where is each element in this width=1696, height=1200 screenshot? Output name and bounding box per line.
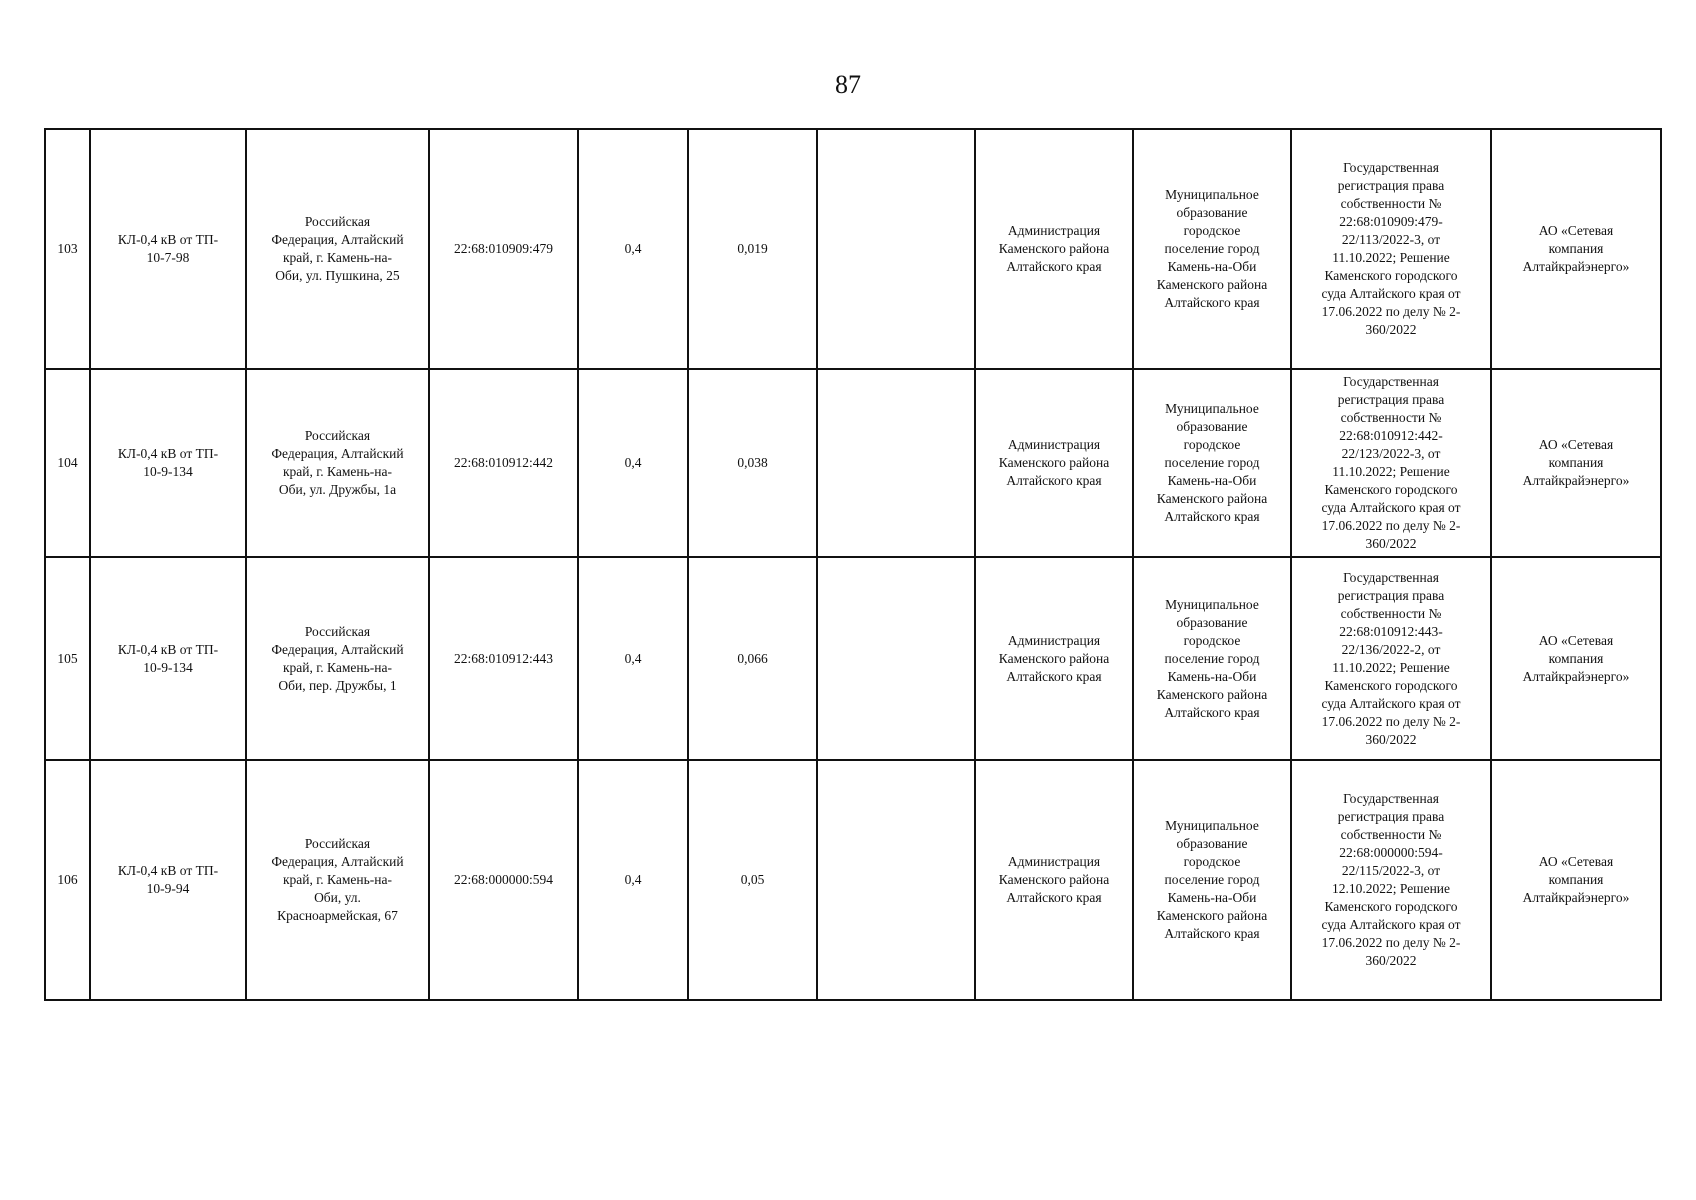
cadastral-number-cell: 22:68:010909:479	[429, 129, 578, 369]
address-cell: Российская Федерация, Алтайский край, г. Камень-на- Оби, ул. Дружбы, 1а	[246, 369, 429, 557]
voltage-cell: 0,4	[578, 557, 688, 760]
table-row	[45, 760, 1661, 1000]
length-cell: 0,066	[688, 557, 817, 760]
owner-cell: Муниципальное образование городское поселение город Камень-на-Оби Каменского района Алтайского края	[1133, 557, 1291, 760]
empty-cell	[817, 369, 975, 557]
length-cell: 0,019	[688, 129, 817, 369]
voltage-cell: 0,4	[578, 760, 688, 1000]
administration-cell: Администрация Каменского района Алтайского края	[975, 557, 1133, 760]
page-number: 87	[835, 70, 861, 99]
operator-cell: АО «Сетевая компания Алтайкрайэнерго»	[1491, 557, 1661, 760]
registration-cell: Государственная регистрация права собственности № 22:68:010912:443- 22/136/2022-2, от 11.10.2022; Решение Каменского городского суда Алтайского края от 17.06.2022 по делу № 2- 360/2022	[1291, 557, 1491, 760]
row-number-cell: 106	[45, 760, 90, 1000]
owner-cell: Муниципальное образование городское поселение город Камень-на-Оби Каменского района Алтайского края	[1133, 129, 1291, 369]
administration-cell: Администрация Каменского района Алтайского края	[975, 129, 1133, 369]
cadastral-number-cell: 22:68:000000:594	[429, 760, 578, 1000]
property-registry-table	[44, 128, 1662, 1001]
registration-cell: Государственная регистрация права собственности № 22:68:000000:594- 22/115/2022-3, от 12.10.2022; Решение Каменского городского суда Алтайского края от 17.06.2022 по делу № 2- 360/2022	[1291, 760, 1491, 1000]
length-cell: 0,05	[688, 760, 817, 1000]
empty-cell	[817, 129, 975, 369]
object-name-cell: КЛ-0,4 кВ от ТП- 10-9-134	[90, 369, 246, 557]
operator-cell: АО «Сетевая компания Алтайкрайэнерго»	[1491, 129, 1661, 369]
voltage-cell: 0,4	[578, 129, 688, 369]
row-number-cell: 104	[45, 369, 90, 557]
owner-cell: Муниципальное образование городское поселение город Камень-на-Оби Каменского района Алтайского края	[1133, 760, 1291, 1000]
table-row	[45, 557, 1661, 760]
table-row	[45, 129, 1661, 369]
object-name-cell: КЛ-0,4 кВ от ТП- 10-9-134	[90, 557, 246, 760]
object-name-cell: КЛ-0,4 кВ от ТП- 10-9-94	[90, 760, 246, 1000]
object-name-cell: КЛ-0,4 кВ от ТП- 10-7-98	[90, 129, 246, 369]
operator-cell: АО «Сетевая компания Алтайкрайэнерго»	[1491, 760, 1661, 1000]
length-cell: 0,038	[688, 369, 817, 557]
address-cell: Российская Федерация, Алтайский край, г. Камень-на- Оби, ул. Красноармейская, 67	[246, 760, 429, 1000]
row-number-cell: 105	[45, 557, 90, 760]
operator-cell: АО «Сетевая компания Алтайкрайэнерго»	[1491, 369, 1661, 557]
address-cell: Российская Федерация, Алтайский край, г. Камень-на- Оби, пер. Дружбы, 1	[246, 557, 429, 760]
administration-cell: Администрация Каменского района Алтайского края	[975, 760, 1133, 1000]
voltage-cell: 0,4	[578, 369, 688, 557]
administration-cell: Администрация Каменского района Алтайского края	[975, 369, 1133, 557]
cadastral-number-cell: 22:68:010912:443	[429, 557, 578, 760]
row-number-cell: 103	[45, 129, 90, 369]
registration-cell: Государственная регистрация права собственности № 22:68:010912:442- 22/123/2022-3, от 11.10.2022; Решение Каменского городского суда Алтайского края от 17.06.2022 по делу № 2- 360/2022	[1291, 369, 1491, 557]
table-row	[45, 369, 1661, 557]
registration-cell: Государственная регистрация права собственности № 22:68:010909:479- 22/113/2022-3, от 11.10.2022; Решение Каменского городского суда Алтайского края от 17.06.2022 по делу № 2- 360/2022	[1291, 129, 1491, 369]
owner-cell: Муниципальное образование городское поселение город Камень-на-Оби Каменского района Алтайского края	[1133, 369, 1291, 557]
empty-cell	[817, 557, 975, 760]
address-cell: Российская Федерация, Алтайский край, г. Камень-на- Оби, ул. Пушкина, 25	[246, 129, 429, 369]
empty-cell	[817, 760, 975, 1000]
cadastral-number-cell: 22:68:010912:442	[429, 369, 578, 557]
